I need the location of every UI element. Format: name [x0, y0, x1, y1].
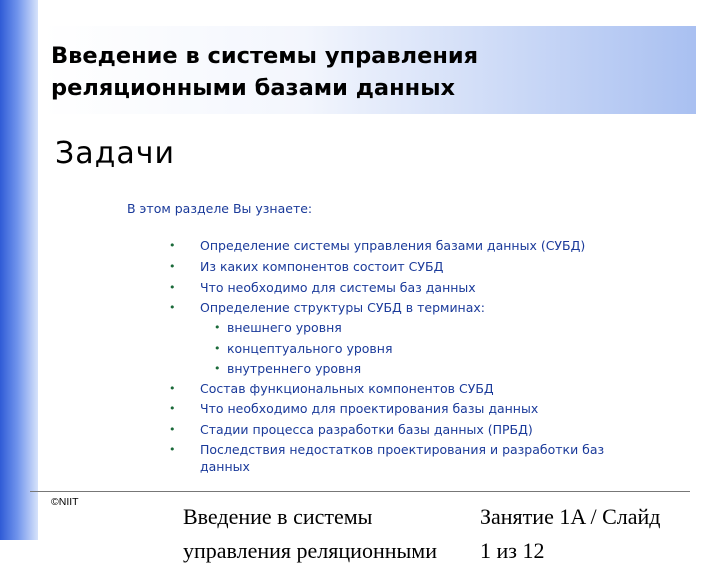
intro-text: В этом разделе Вы узнаете:: [127, 201, 313, 216]
bullet-icon: •: [169, 239, 176, 252]
bullet-icon: •: [214, 321, 221, 334]
left-accent-bar: [0, 0, 38, 540]
bullet-icon: •: [169, 301, 176, 314]
bullet-icon: •: [169, 382, 176, 395]
copyright: ©NIIT: [51, 496, 79, 508]
bullet-icon: •: [214, 362, 221, 375]
bullet-icon: •: [169, 443, 176, 456]
footer-slide-number: Занятие 1A / Слайд 1 из 12: [480, 504, 661, 563]
bullet-icon: •: [169, 260, 176, 273]
footer-divider: [30, 491, 690, 492]
bullet-icon: •: [169, 281, 176, 294]
section-heading: Задачи: [55, 136, 175, 171]
title-banner: [42, 26, 696, 114]
slide-title-line-2: реляционными базами данных: [51, 75, 456, 101]
bullet-icon: •: [169, 402, 176, 415]
slide-title-line-1: Введение в системы управления: [51, 43, 479, 69]
slide-title: [51, 40, 478, 104]
bullet-icon: •: [169, 423, 176, 436]
footer-title: Введение в системы управления реляционными: [183, 504, 437, 563]
bullet-icon: •: [214, 342, 221, 355]
